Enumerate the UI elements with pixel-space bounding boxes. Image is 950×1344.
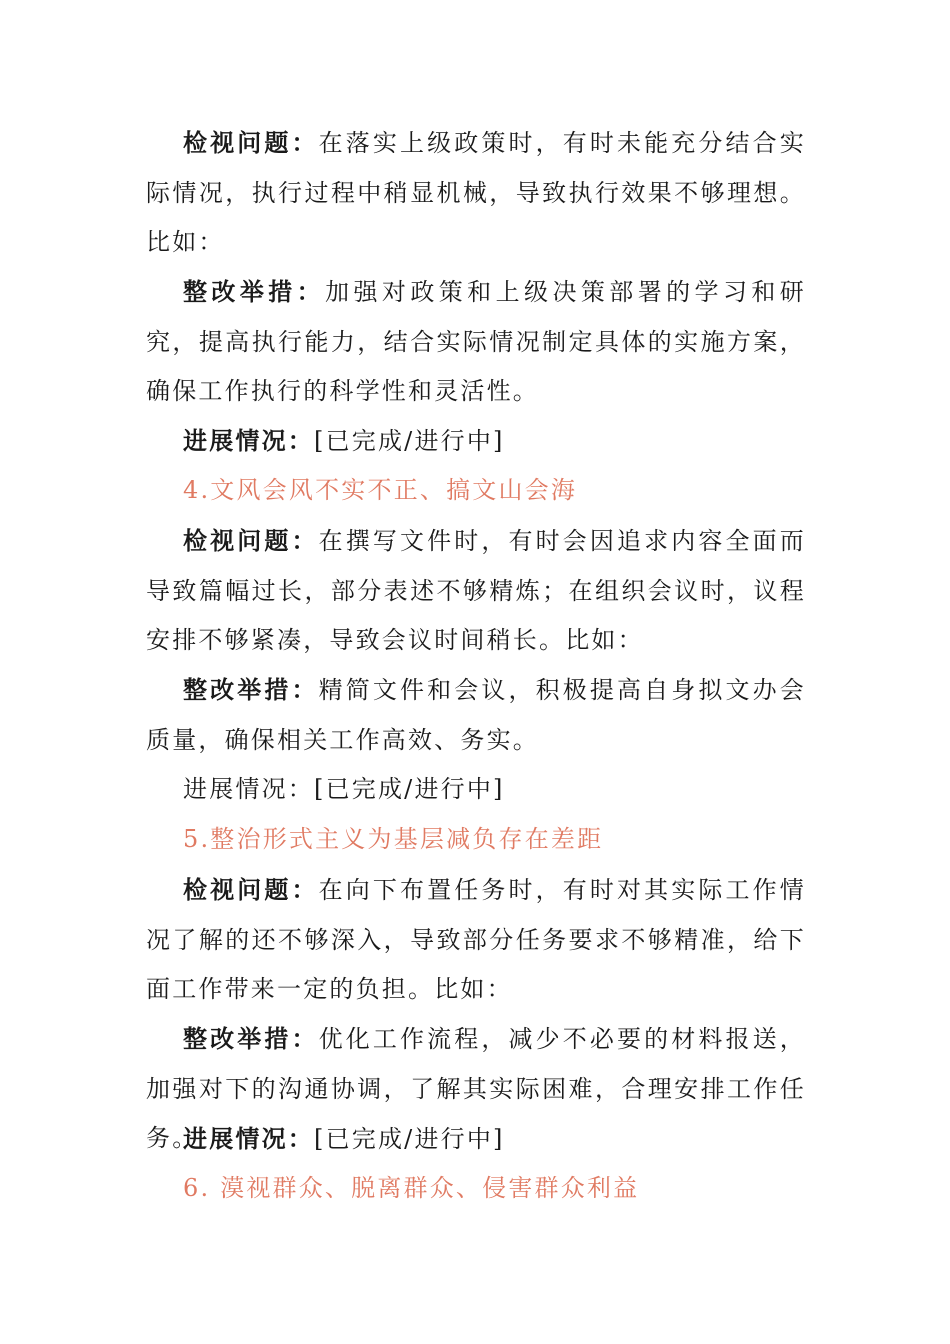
progress-label: 进展情况： [183,426,314,455]
measure-label: 整改举措： [183,277,326,306]
problem-text: 在撰写文件时，有时会因追求内容全面而导致篇幅过长，部分表述不够精炼；在组织会议时，议程安排不够紧凑，导致会议时间稍长。比如： [146,527,806,654]
problem-text: 在向下布置任务时，有时对其实际工作情况了解的还不够深入，导致部分任务要求不够精准，给下面工作带来一定的负担。比如： [146,876,806,1003]
progress-paragraph-1 [146,416,806,467]
progress-paragraph-5 [146,1114,806,1165]
measure-label: 整改举措： [183,1024,319,1053]
progress-paragraph-4: 进展情况：[已完成/进行中] [183,775,505,803]
progress-text: [已完成/进行中] [314,1125,505,1153]
measure-paragraph-1 [146,267,806,417]
problem-label: 检视问题： [183,128,319,157]
section-heading-6: 6. 漠视群众、脱离群众、侵害群众利益 [183,1174,640,1202]
progress-text: [已完成/进行中] [314,427,505,455]
progress-label: 进展情况： [183,1124,314,1153]
problem-paragraph-1 [146,118,806,268]
measure-text: 精简文件和会议，积极提高自身拟文办会质量，确保相关工作高效、务实。 [146,676,806,754]
measure-paragraph-4 [146,665,806,765]
section-heading-4: 4.文风会风不实不正、搞文山会海 [183,476,578,504]
problem-paragraph-4 [146,516,806,666]
measure-text: 加强对政策和上级决策部署的学习和研究，提高执行能力，结合实际情况制定具体的实施方案，确保工作执行的科学性和灵活性。 [146,278,806,405]
problem-label: 检视问题： [183,526,319,555]
section-heading-5: 5.整治形式主义为基层减负存在差距 [183,825,604,853]
problem-paragraph-5 [146,865,806,1015]
measure-label: 整改举措： [183,675,319,704]
problem-label: 检视问题： [183,875,319,904]
measure-text: 优化工作流程，减少不必要的材料报送，加强对下的沟通协调，了解其实际困难，合理安排工作任务。 [146,1025,806,1152]
problem-text: 在落实上级政策时，有时未能充分结合实际情况，执行过程中稍显机械，导致执行效果不够理想。比如： [146,129,806,256]
